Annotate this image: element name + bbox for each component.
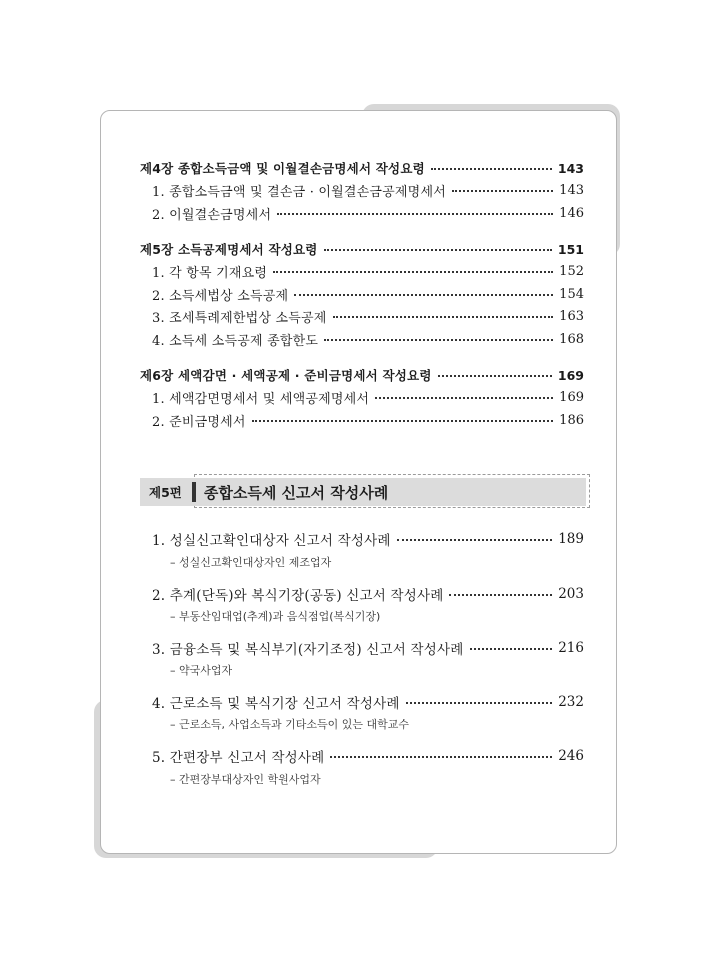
leader-dots [252,419,553,422]
chapter-6-row[interactable] [140,365,584,385]
page-number: 168 [559,331,584,347]
toc-item[interactable] [152,203,584,223]
leader-dots [294,293,553,296]
leader-dots [431,167,552,170]
page-number: 169 [557,367,584,383]
toc-item[interactable] [152,306,584,326]
leader-dots [438,374,552,377]
case-row[interactable] [152,746,584,766]
leader-dots [330,755,552,758]
page-number: 216 [558,640,584,656]
leader-dots [324,338,553,341]
case-row[interactable] [152,692,584,712]
chapter-title: 제5장 소득공제명세서 작성요령 [140,242,318,257]
page-number: 146 [559,205,584,221]
leader-dots [406,701,553,704]
toc-item-label: 3. 조세특례제한법상 소득공제 [152,310,327,326]
case-note: – 부동산임대업(추계)과 음식점업(복식기장) [170,610,381,623]
part-heading [140,478,586,506]
page-number: 143 [557,160,584,176]
case-label: 1. 성실신고확인대상자 신고서 작성사례 [152,533,391,549]
leader-dots [277,212,553,215]
page-number: 189 [558,531,584,547]
toc-item-label: 2. 소득세법상 소득공제 [152,288,289,304]
toc-item[interactable] [152,410,584,430]
page-number: 246 [558,748,584,764]
leader-dots [273,270,553,273]
toc-item[interactable] [152,329,584,349]
leader-dots [397,538,553,541]
toc-item-label: 4. 소득세 소득공제 종합한도 [152,333,319,349]
chapter-title: 제4장 종합소득금액 및 이월결손금명세서 작성요령 [140,161,425,176]
part-title: 종합소득세 신고서 작성사례 [203,483,389,502]
case-label: 4. 근로소득 및 복식기장 신고서 작성사례 [152,696,400,712]
leader-dots [324,248,552,251]
chapter-5-row[interactable] [140,239,584,259]
chapter-4-row[interactable] [140,158,584,178]
toc-item-label: 1. 세액감면명세서 및 세액공제명세서 [152,391,370,407]
toc-item-label: 1. 종합소득금액 및 결손금 · 이월결손금공제명세서 [152,184,446,200]
case-note: – 근로소득, 사업소득과 기타소득이 있는 대학교수 [170,718,409,731]
leader-dots [449,593,552,596]
leader-dots [470,647,553,650]
part-number: 제5편 [149,485,182,500]
toc-item[interactable] [152,261,584,281]
page-number: 169 [559,389,584,405]
page-number: 152 [559,263,584,279]
case-row[interactable] [152,584,584,604]
case-row[interactable] [152,638,584,658]
page-number: 151 [557,241,584,257]
leader-dots [452,189,553,192]
chapter-title: 제6장 세액감면 · 세액공제 · 준비금명세서 작성요령 [140,368,432,383]
toc-item[interactable] [152,180,584,200]
case-note: – 간편장부대상자인 학원사업자 [170,773,321,786]
case-label: 3. 금융소득 및 복식부기(자기조정) 신고서 작성사례 [152,642,464,658]
page-number: 154 [559,286,584,302]
case-note: – 약국사업자 [170,664,233,677]
toc-item[interactable] [152,387,584,407]
page-number: 163 [559,308,584,324]
page-number: 143 [559,182,584,198]
case-label: 5. 간편장부 신고서 작성사례 [152,750,325,766]
toc-item[interactable] [152,284,584,304]
page-number: 203 [558,586,584,602]
leader-dots [333,315,554,318]
toc-item-label: 2. 이월결손금명세서 [152,207,272,223]
toc-item-label: 1. 각 항목 기재요령 [152,265,268,281]
case-note: – 성실신고확인대상자인 제조업자 [170,556,332,569]
case-label: 2. 추계(단독)와 복식기장(공동) 신고서 작성사례 [152,588,444,604]
page-number: 186 [559,412,584,428]
page-number: 232 [558,694,584,710]
leader-dots [375,396,553,399]
toc-item-label: 2. 준비금명세서 [152,414,246,430]
part-heading-bar [192,482,196,502]
case-row[interactable] [152,529,584,549]
